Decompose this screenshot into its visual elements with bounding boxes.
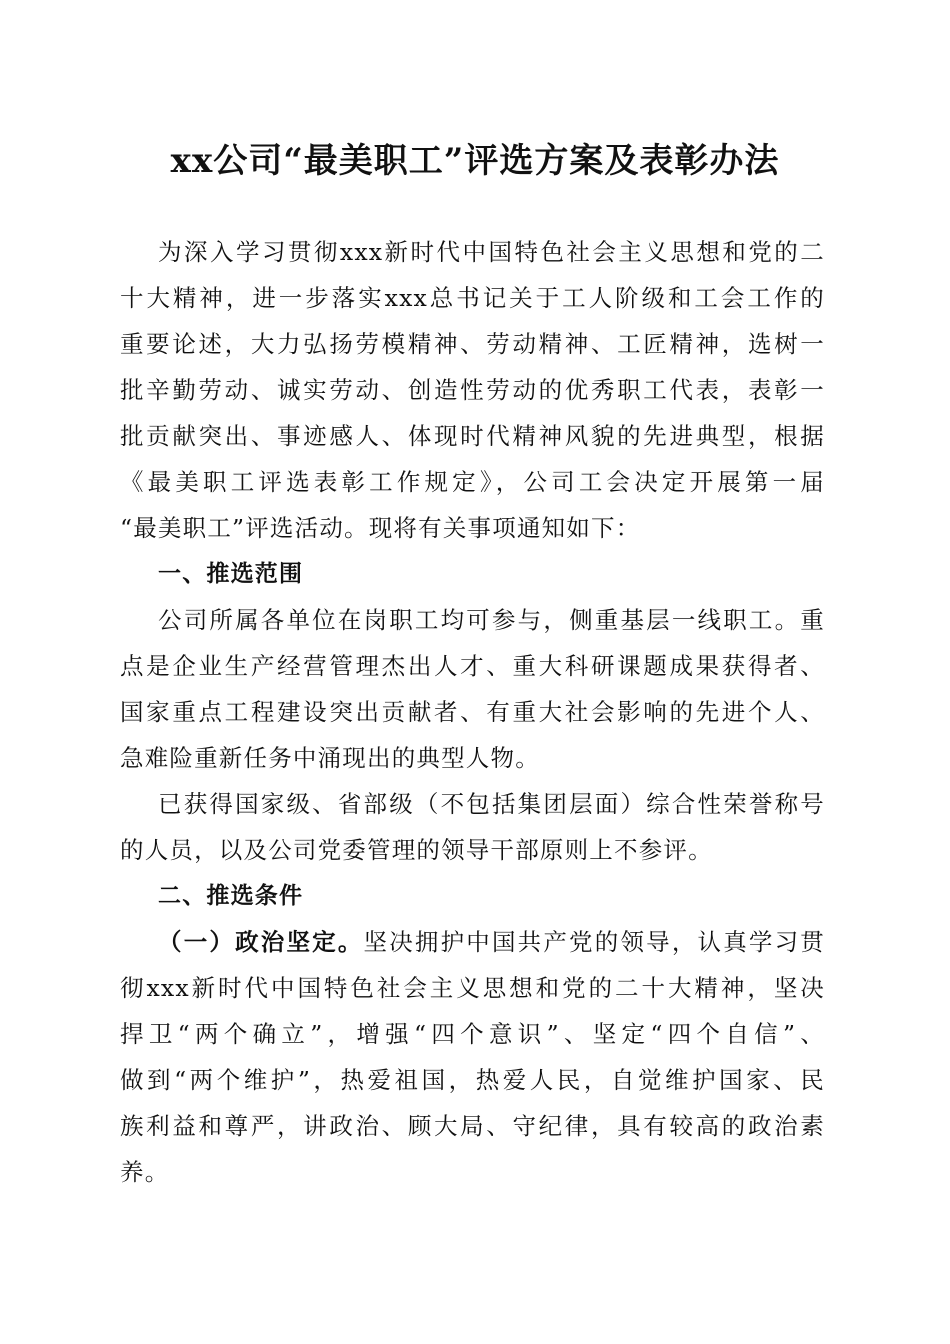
condition-item1-lead: （一）政治坚定。	[158, 928, 364, 956]
document-body	[120, 229, 825, 1195]
intro-line-2: 十大精神，进一步落实xxx总书记关于工人阶级和工会工作的	[120, 284, 825, 312]
condition-item1-line-3: 捍卫“两个确立”，增强“四个意识”、坚定“四个自信”、	[120, 1020, 825, 1048]
scope-para1-line-2: 点是企业生产经营管理杰出人才、重大科研课题成果获得者、	[120, 652, 825, 680]
scope-para1-line-1: 公司所属各单位在岗职工均可参与，侧重基层一线职工。重	[158, 606, 825, 634]
intro-line-4: 批辛勤劳动、诚实劳动、创造性劳动的优秀职工代表，表彰一	[120, 376, 825, 404]
section-heading-conditions: 二、推选条件	[158, 883, 304, 909]
condition-item1-line-1	[120, 919, 825, 965]
condition-item1-line-2: 彻xxx新时代中国特色社会主义思想和党的二十大精神，坚决	[120, 974, 825, 1002]
scope-para1-line-3: 国家重点工程建设突出贡献者、有重大社会影响的先进个人、	[120, 698, 825, 726]
intro-line-5: 批贡献突出、事迹感人、体现时代精神风貌的先进典型，根据	[120, 422, 825, 450]
condition-item1-line-5: 族利益和尊严，讲政治、顾大局、守纪律，具有较高的政治素	[120, 1112, 825, 1140]
document-title: xx公司“最美职工”评选方案及表彰办法	[170, 141, 780, 181]
condition-item1-line-4: 做到“两个维护”，热爱祖国，热爱人民，自觉维护国家、民	[120, 1066, 825, 1094]
condition-item1-line-6: 养。	[120, 1158, 170, 1186]
scope-para2-line-1: 已获得国家级、省部级（不包括集团层面）综合性荣誉称号	[158, 790, 825, 818]
intro-line-3: 重要论述，大力弘扬劳模精神、劳动精神、工匠精神，选树一	[120, 330, 825, 358]
intro-line-6: 《最美职工评选表彰工作规定》，公司工会决定开展第一届	[120, 468, 825, 496]
scope-para2-line-2: 的人员，以及公司党委管理的领导干部原则上不参评。	[120, 836, 713, 864]
section-heading-scope: 一、推选范围	[158, 561, 304, 587]
intro-line-1: 为深入学习贯彻xxx新时代中国特色社会主义思想和党的二	[158, 238, 825, 266]
scope-para1-line-4: 急难险重新任务中涌现出的典型人物。	[120, 744, 540, 772]
intro-line-7: “最美职工”评选活动。现将有关事项通知如下：	[120, 514, 641, 542]
condition-item1-first-rest: 坚决拥护中国共产党的领导，认真学习贯	[363, 928, 825, 956]
